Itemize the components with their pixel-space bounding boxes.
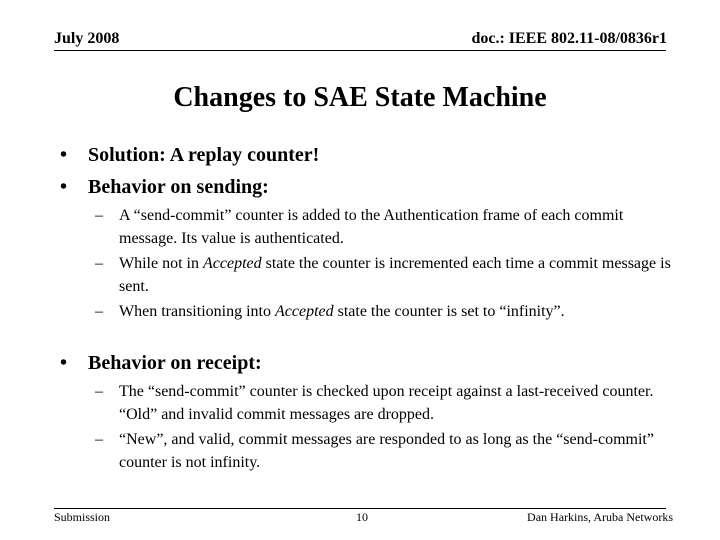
- bullet-dot: •: [60, 144, 68, 166]
- header-date: July 2008: [54, 30, 120, 47]
- dash-marker: –: [95, 431, 103, 448]
- footer-rule: [54, 508, 666, 509]
- bullet-solution: [60, 142, 668, 168]
- sending-item-3: [95, 300, 679, 323]
- bullet-text: Behavior on sending:: [88, 176, 269, 198]
- accepted-state-term: Accepted: [202, 255, 262, 272]
- bullet-text: Behavior on receipt:: [88, 352, 262, 374]
- item-text: A “send-commit” counter is added to the Authentication frame of each commit message. Its value is authenticated.: [119, 207, 624, 247]
- item-text: The “send-commit” counter is checked upon receipt against a last-received counter. “Old” and invalid commit messages are dropped.: [119, 383, 654, 423]
- footer-author: Dan Harkins, Aruba Networks: [527, 510, 673, 524]
- dash-marker: –: [95, 303, 103, 320]
- bullet-sending: [60, 174, 668, 200]
- slide-title: Changes to SAE State Machine: [173, 82, 547, 113]
- item-text-post: state the counter is incremented each time a commit message is sent.: [119, 255, 671, 295]
- header-rule: [54, 50, 666, 51]
- header-doc-id: doc.: IEEE 802.11-08/0836r1: [471, 30, 667, 47]
- bullet-dot: •: [60, 352, 68, 374]
- sending-item-2: [95, 252, 679, 298]
- sending-item-1: [95, 204, 679, 250]
- bullet-dot: •: [60, 176, 68, 198]
- item-text-post: state the counter is set to “infinity”.: [333, 303, 565, 320]
- dash-marker: –: [95, 255, 103, 272]
- item-text-pre: While not in: [119, 255, 203, 272]
- item-text: “New”, and valid, commit messages are responded to as long as the “send-commit” counter is not infinity.: [119, 431, 654, 471]
- item-text-pre: When transitioning into: [119, 303, 275, 320]
- bullet-receipt: [60, 350, 668, 376]
- footer-submission: Submission: [54, 510, 111, 524]
- receipt-item-1: [95, 380, 679, 426]
- dash-marker: –: [95, 383, 103, 400]
- receipt-item-2: [95, 428, 679, 474]
- bullet-text: Solution: A replay counter!: [88, 144, 320, 166]
- accepted-state-term: Accepted: [274, 303, 334, 320]
- dash-marker: –: [95, 207, 103, 224]
- footer-page-number: 10: [356, 510, 368, 524]
